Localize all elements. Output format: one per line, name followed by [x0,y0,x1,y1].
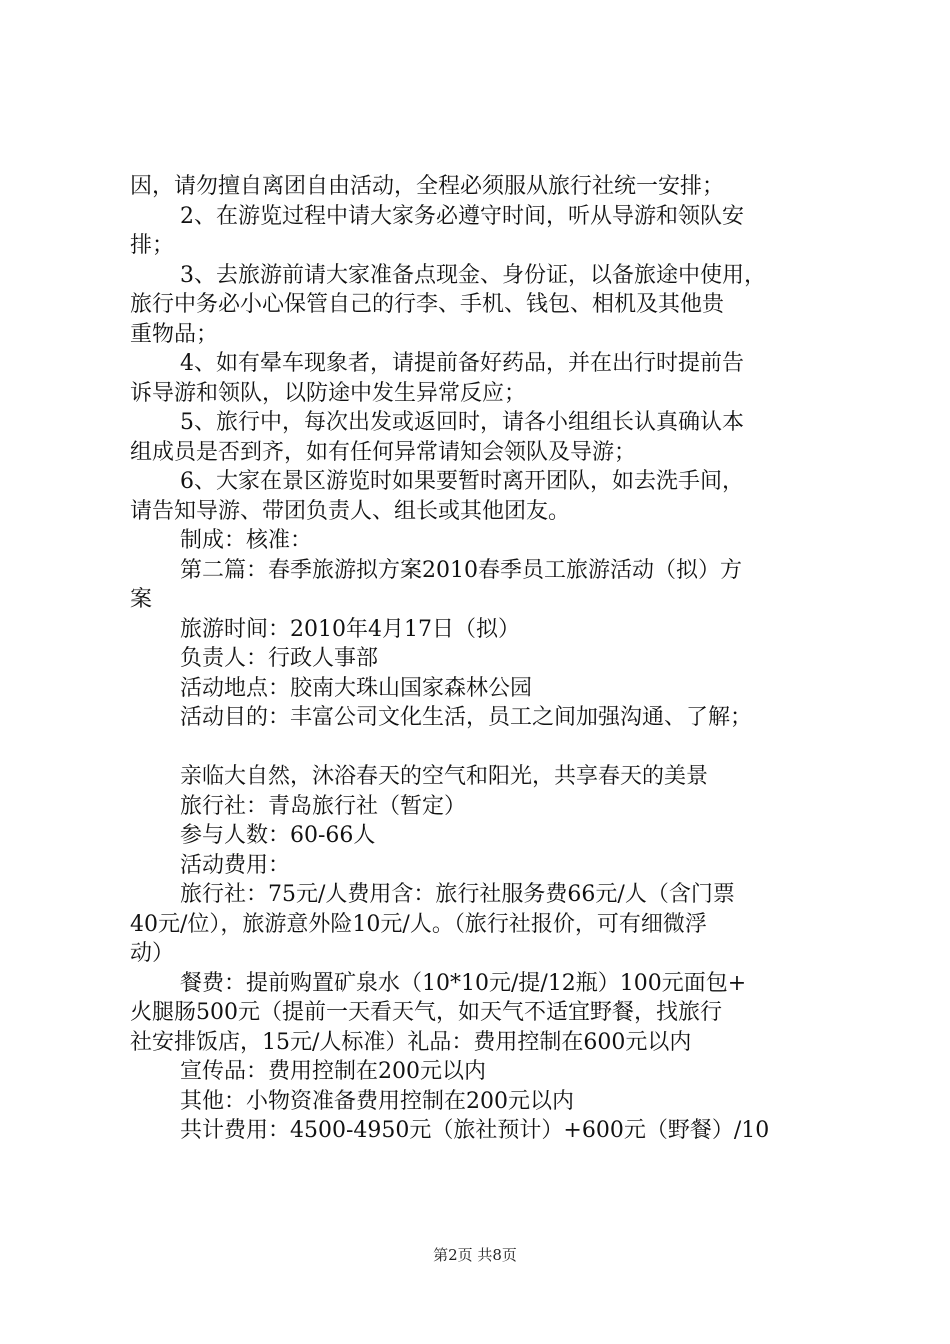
text-line: 火腿肠500元（提前一天看天气，如天气不适宜野餐，找旅行 [130,1000,722,1025]
text-line: 亲临大自然，沐浴春天的空气和阳光，共享春天的美景 [180,764,709,789]
text-line: 负责人：行政人事部 [180,646,379,671]
text-line: 餐费：提前购置矿泉水（10*10元/提/12瓶）100元面包+ [180,970,747,996]
text-line: 共计费用：4500-4950元（旅社预计）+600元（野餐）/10 [180,1118,770,1143]
text-line: 3、去旅游前请大家准备点现金、身份证，以备旅途中使用， [180,262,766,288]
section-heading: 第二篇：春季旅游拟方案2010春季员工旅游活动（拟）方 [180,557,742,583]
text-line: 案 [130,587,153,612]
text-line: 6、大家在景区游览时如果要暂时离开团队，如去洗手间， [180,469,744,494]
text-line: 因，请勿擅自离团自由活动，全程必须服从旅行社统一安排； [130,174,725,199]
document-body [130,172,830,1146]
text-line: 4、如有晕车现象者，请提前备好药品，并在出行时提前告 [180,351,744,376]
page-indicator: 第2页 共8页 [433,1246,517,1264]
text-line: 请告知导游、带团负责人、组长或其他团友。 [130,498,571,524]
text-line: 旅游时间：2010年4月17日（拟） [180,616,520,642]
text-line: 组成员是否到齐，如有任何异常请知会领队及导游； [130,439,637,465]
text-line: 动） [130,941,175,966]
text-line: 活动地点：胶南大珠山国家森林公园 [180,675,533,701]
text-line: 参与人数：60-66人 [180,823,376,848]
text-line: 40元/位），旅游意外险10元/人。（旅行社报价，可有细微浮 [130,911,707,937]
text-line: 诉导游和领队，以防途中发生异常反应； [130,380,527,406]
text-line: 其他：小物资准备费用控制在200元以内 [180,1088,574,1114]
text-line: 5、旅行中，每次出发或返回时，请各小组组长认真确认本 [180,410,744,435]
text-line: 活动费用： [180,852,291,878]
text-line: 重物品； [130,321,219,347]
text-line: 社安排饭店，15元/人标准）礼品：费用控制在600元以内 [130,1029,692,1055]
text-line: 活动目的：丰富公司文化生活，员工之间加强沟通、了解； [180,705,753,730]
text-line: 旅行中务必小心保管自己的行李、手机、钱包、相机及其他贵 [130,292,725,317]
text-line: 旅行社：75元/人费用含：旅行社服务费66元/人（含门票 [180,882,735,907]
text-line: 宣传品：费用控制在200元以内 [180,1059,486,1084]
blank-line [130,733,830,763]
text-line: 2、在游览过程中请大家务必遵守时间，听从导游和领队安 [180,203,744,229]
text-line: 旅行社：青岛旅行社（暂定） [180,793,467,819]
text-line: 制成：核准： [180,528,313,553]
text-line: 排； [130,233,175,258]
